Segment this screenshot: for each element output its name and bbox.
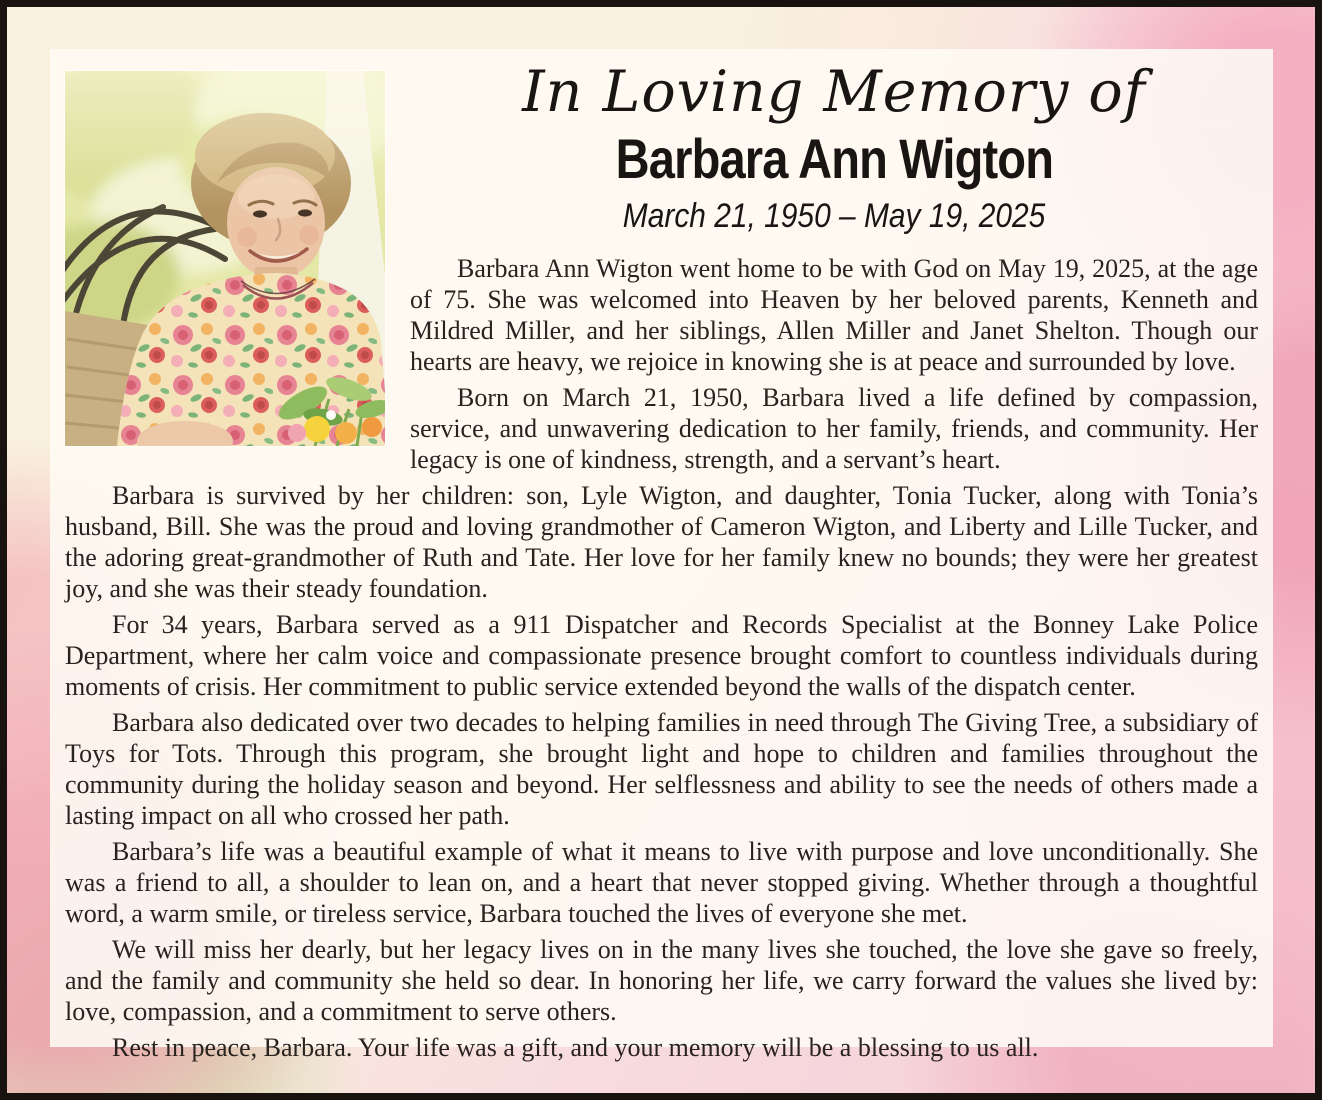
obituary-paragraph: Born on March 21, 1950, Barbara lived a life defined by compassion, service, and unwavering dedication to her family, friends, and community. Her legacy is one of kindness, strength, and a servant’s heart. bbox=[410, 382, 1258, 474]
portrait-photo-illustration bbox=[65, 71, 385, 446]
obituary-paragraph: For 34 years, Barbara served as a 911 Dispatcher and Records Specialist at the Bonney Lake Police Department, where her calm voice and compassionate presence brought comfort to countless individuals during moments of crisis. Her commitment to public service extended beyond the walls of the dispatch center. bbox=[65, 609, 1258, 701]
obituary-paragraph: Barbara is survived by her children: son, Lyle Wigton, and daughter, Tonia Tucker, along with Tonia’s husband, Bill. She was the proud and loving grandmother of Cameron Wigton, and Liberty and Lille Tucker, and the adoring great-grandmother of Ruth and Tate. Her love for her family knew no bounds; they were her greatest joy, and she was their steady foundation. bbox=[65, 480, 1258, 603]
photo-light-wash bbox=[65, 71, 385, 446]
obituary-paragraph: Barbara Ann Wigton went home to be with God on May 19, 2025, at the age of 75. She was welcomed into Heaven by her beloved parents, Kenneth and Mildred Miller, and her siblings, Allen Miller and Janet Shelton. Though our hearts are heavy, we rejoice in knowing she is at peace and surrounded by love. bbox=[410, 253, 1258, 376]
obituary-paragraph: Rest in peace, Barbara. Your life was a gift, and your memory will be a blessing to us all. bbox=[112, 1032, 1039, 1062]
obituary-paragraph: Barbara also dedicated over two decades to helping families in need through The Giving Tree, a subsidiary of Toys for Tots. Through this program, she brought light and hope to children and families throughout the community during the holiday season and beyond. Her selflessness and ability to see the needs of others made a lasting impact on all who crossed her path. bbox=[65, 707, 1258, 830]
deceased-name-text: Barbara Ann Wigton bbox=[615, 126, 1053, 190]
obituary-paragraph: Barbara’s life was a beautiful example of what it means to live with purpose and love unconditionally. She was a friend to all, a shoulder to lean on, and a heart that never stopped giving. Whether through a thoughtful word, a warm smile, or tireless service, Barbara touched the lives of everyone she met. bbox=[65, 836, 1258, 928]
life-dates-text: March 21, 1950 – May 19, 2025 bbox=[622, 196, 1046, 235]
tribute-line: In Loving Memory of bbox=[522, 59, 1146, 125]
portrait-photo bbox=[65, 71, 385, 446]
memorial-panel bbox=[50, 49, 1273, 1062]
obituary-paragraph: We will miss her dearly, but her legacy lives on in the many lives she touched, the love she gave so freely, and the family and community she held so dear. In honoring her life, we carry forward the values she lived by: love, compassion, and a commitment to serve others. bbox=[65, 934, 1258, 1026]
